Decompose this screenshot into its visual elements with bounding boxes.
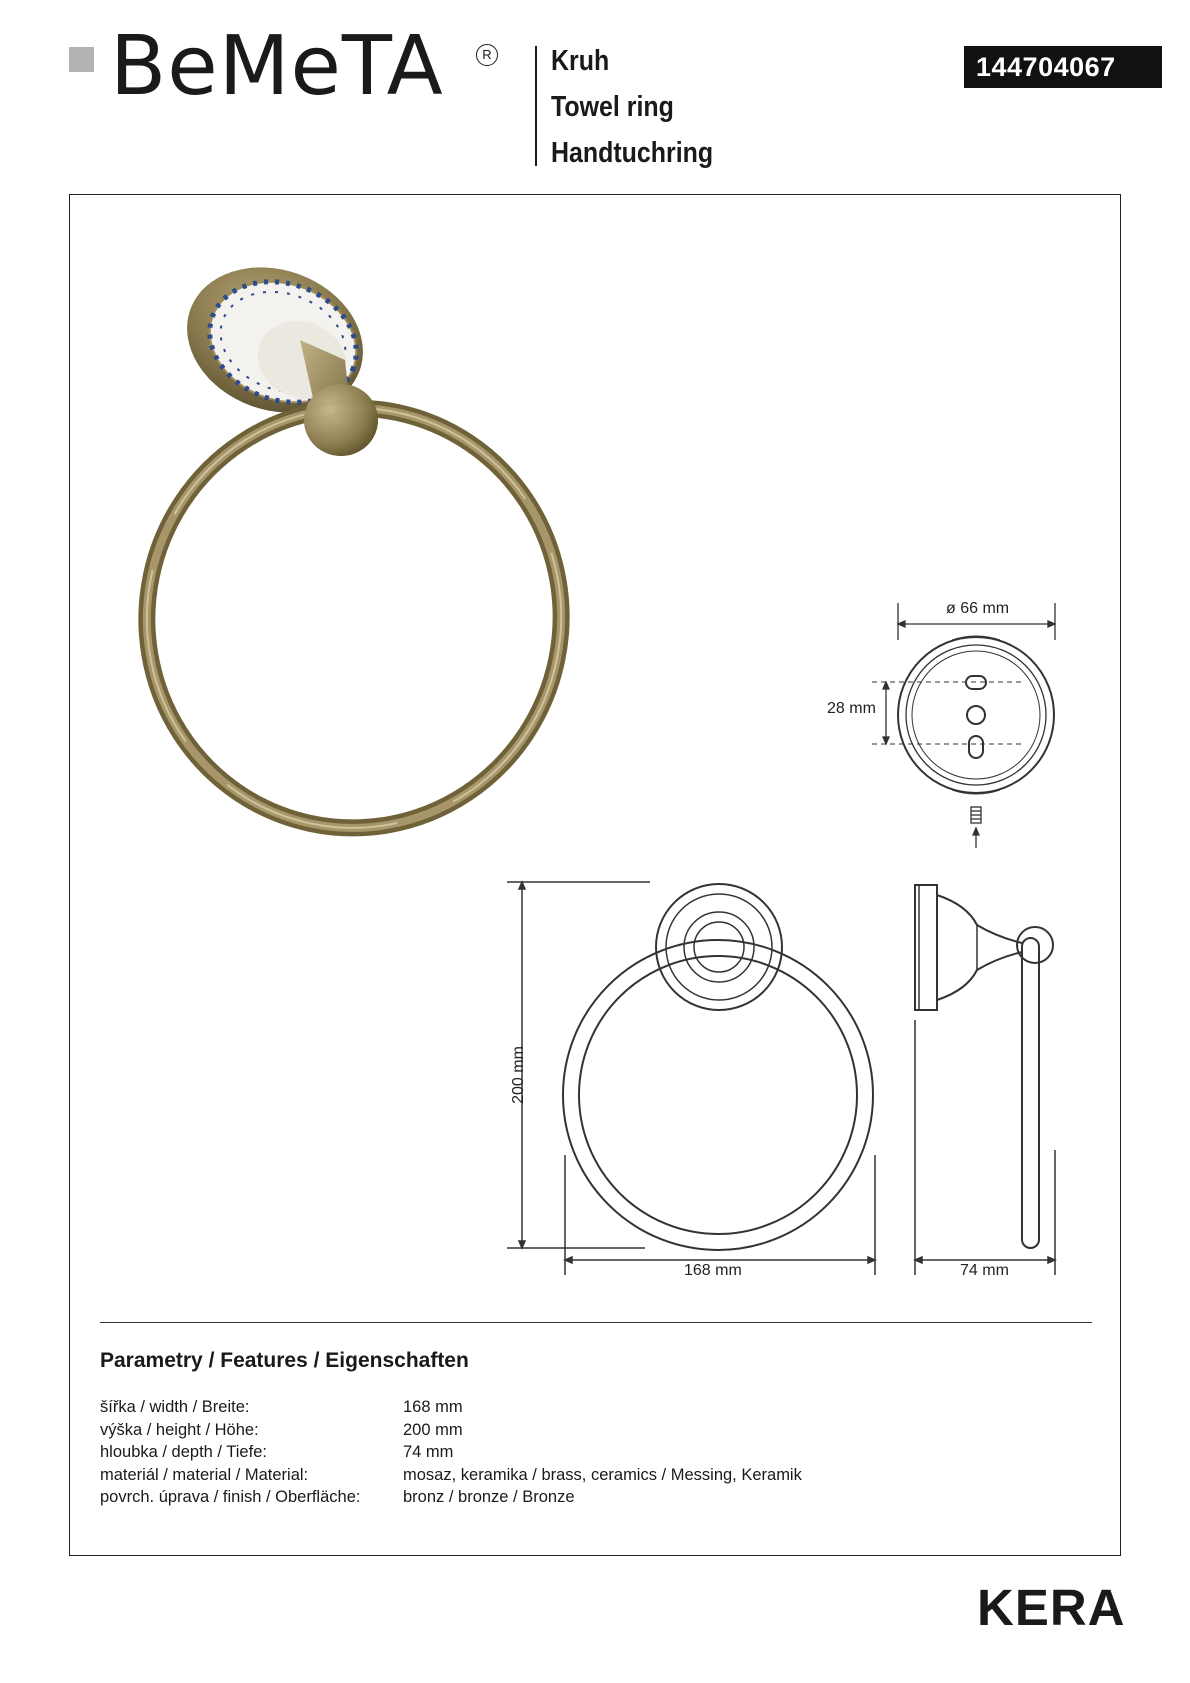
spec-row-finish xyxy=(100,1486,802,1509)
title-de: Handtuchring xyxy=(551,137,714,169)
spec-row-width xyxy=(100,1396,802,1419)
brand-logo: BeMeTA xyxy=(110,19,444,114)
product-code: 144704067 xyxy=(964,46,1162,88)
front-view xyxy=(507,882,875,1275)
product-photo xyxy=(108,243,600,866)
dim-height: 200 mm xyxy=(509,1046,527,1104)
features-divider xyxy=(100,1322,1092,1323)
spec-value: 168 mm xyxy=(403,1398,463,1416)
dim-rosette-diameter: ø 66 mm xyxy=(946,600,1010,617)
rosette-back-view xyxy=(872,603,1055,848)
features-heading: Parametry / Features / Eigenschaften xyxy=(100,1349,469,1372)
title-cz: Kruh xyxy=(551,45,610,77)
title-en: Towel ring xyxy=(551,91,674,123)
spec-label: výška / height / Höhe: xyxy=(100,1420,259,1439)
dim-hole-spacing: 28 mm xyxy=(827,700,876,717)
spec-table xyxy=(100,1396,802,1509)
spec-row-depth xyxy=(100,1441,802,1464)
spec-label: šířka / width / Breite: xyxy=(100,1398,250,1416)
spec-row-material xyxy=(100,1464,802,1487)
spec-value: 200 mm xyxy=(403,1420,463,1439)
spec-value: 74 mm xyxy=(403,1443,454,1461)
spec-label: hloubka / depth / Tiefe: xyxy=(100,1443,267,1461)
series-name: KERA xyxy=(977,1579,1126,1636)
registered-mark: R xyxy=(476,44,498,66)
dim-depth: 74 mm xyxy=(960,1262,1009,1279)
dim-width: 168 mm xyxy=(684,1262,742,1279)
spec-value: bronz / bronze / Bronze xyxy=(403,1488,575,1506)
side-view xyxy=(915,885,1055,1275)
spec-row-height xyxy=(100,1419,802,1442)
spec-value: mosaz, keramika / brass, ceramics / Messing, Keramik xyxy=(403,1465,802,1484)
spec-label: materiál / material / Material: xyxy=(100,1465,309,1484)
spec-label: povrch. úprava / finish / Oberfläche: xyxy=(100,1488,361,1506)
